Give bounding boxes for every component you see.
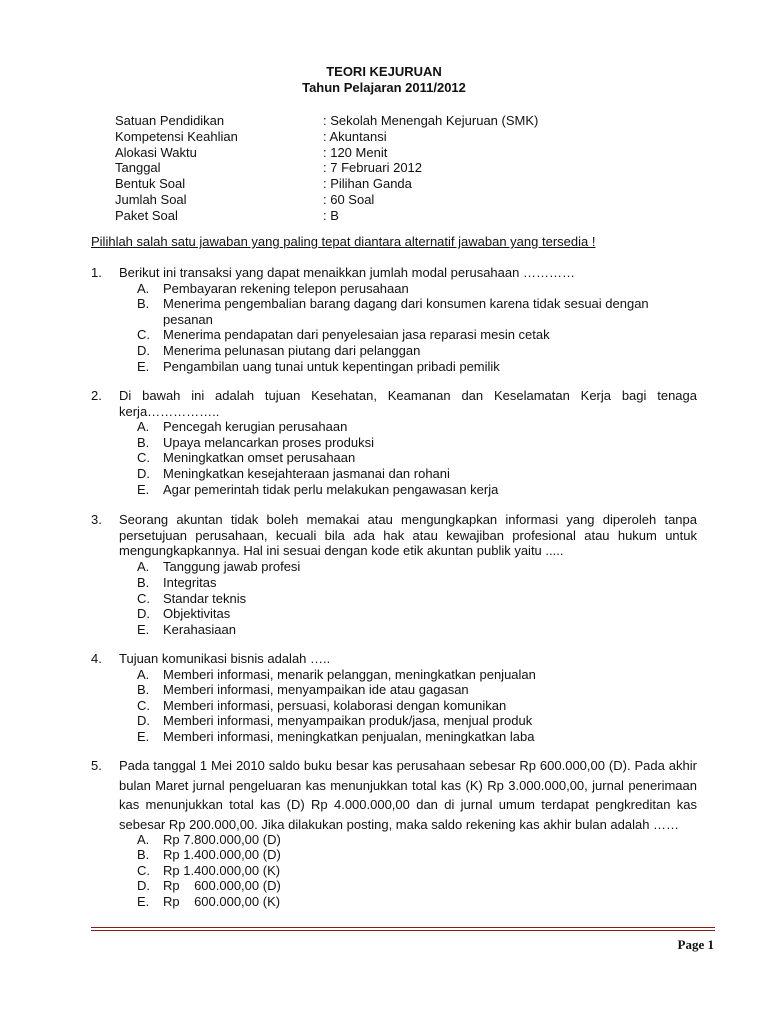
option-letter: B.	[137, 434, 150, 450]
option-letter: B.	[137, 847, 150, 863]
option-c	[137, 863, 697, 878]
question-text: Di bawah ini adalah tujuan Kesehatan, Keamanan dan Keselamatan Kerja bagi tenaga kerja……………..	[119, 388, 697, 419]
meta-label: Jumlah Soal	[115, 191, 187, 207]
question-5	[91, 756, 697, 909]
option-text: Kerahasiaan	[163, 621, 236, 637]
option-letter: D.	[137, 606, 150, 622]
meta-row-tanggal	[115, 160, 675, 176]
question-stem	[91, 388, 697, 419]
meta-row-alokasi-waktu	[115, 145, 675, 161]
page-number: Page 1	[677, 937, 714, 952]
option-text: Upaya melancarkan proses produksi	[163, 434, 374, 450]
option-text: Menerima pendapatan dari penyelesaian jasa reparasi mesin cetak	[163, 327, 550, 343]
option-e	[137, 622, 697, 638]
option-letter: C.	[137, 450, 150, 466]
meta-value: : Pilihan Ganda	[323, 176, 412, 192]
option-letter: D.	[137, 465, 150, 481]
option-letter: B.	[137, 296, 150, 312]
question-number: 1.	[91, 265, 102, 280]
option-text: Memberi informasi, persuasi, kolaborasi dengan komunikan	[163, 697, 507, 713]
question-3	[91, 512, 697, 638]
option-c	[137, 450, 697, 466]
question-text: Berikut ini transaksi yang dapat menaikkan jumlah modal perusahaan …………	[119, 265, 575, 280]
option-e	[137, 729, 697, 745]
option-text: Agar pemerintah tidak perlu melakukan pengawasan kerja	[163, 481, 499, 497]
answer-options	[137, 281, 697, 375]
option-text: Standar teknis	[163, 590, 247, 606]
option-text: Pembayaran rekening telepon perusahaan	[163, 280, 409, 296]
option-letter: D.	[137, 342, 150, 358]
option-d	[137, 466, 697, 482]
option-text: Memberi informasi, meningkatkan penjualan, meningkatkan laba	[163, 728, 535, 744]
question-stem	[91, 265, 697, 281]
option-text: Memberi informasi, menarik pelanggan, meningkatkan penjualan	[163, 666, 536, 682]
question-number: 5.	[91, 758, 102, 773]
option-letter: E.	[137, 893, 150, 909]
meta-row-kompetensi-keahlian	[115, 129, 675, 145]
option-letter: A.	[137, 559, 150, 575]
document-title: TEORI KEJURUAN	[326, 64, 442, 79]
option-a	[137, 559, 697, 575]
question-text: Tujuan komunikasi bisnis adalah …..	[119, 651, 331, 666]
option-letter: A.	[137, 280, 150, 296]
option-e	[137, 359, 697, 375]
option-text: Rp 600.000,00 (K)	[163, 893, 281, 909]
answer-options	[137, 559, 697, 638]
option-letter: E.	[137, 728, 150, 744]
option-c	[137, 327, 697, 343]
meta-label: Satuan Pendidikan	[115, 113, 225, 128]
option-b	[137, 435, 697, 451]
option-a	[137, 419, 697, 435]
meta-label: Tanggal	[115, 160, 161, 176]
option-letter: B.	[137, 682, 150, 698]
meta-label: Paket Soal	[115, 207, 178, 223]
option-letter: E.	[137, 481, 150, 497]
meta-row-paket-soal	[115, 208, 675, 224]
option-text: Menerima pelunasan piutang dari pelanggan	[163, 342, 421, 358]
meta-label: Bentuk Soal	[115, 176, 186, 192]
option-e	[137, 894, 697, 909]
meta-value: : 7 Februari 2012	[323, 160, 423, 176]
option-text: Objektivitas	[163, 606, 231, 622]
meta-label: Kompetensi Keahlian	[115, 128, 238, 144]
option-letter: A.	[137, 666, 150, 682]
option-text: Pengambilan uang tunai untuk kepentingan pribadi pemilik	[163, 358, 500, 374]
meta-row-bentuk-soal	[115, 176, 675, 192]
option-letter: C.	[137, 590, 150, 606]
question-number: 4.	[91, 651, 102, 666]
meta-row-satuan-pendidikan	[115, 113, 675, 129]
option-a	[137, 832, 697, 847]
meta-value: : 60 Soal	[323, 191, 375, 207]
option-b	[137, 296, 697, 327]
exam-info-block	[115, 113, 675, 224]
option-letter: D.	[137, 878, 150, 894]
option-text: Rp 1.400.000,00 (D)	[163, 847, 281, 863]
question-stem	[91, 756, 697, 834]
option-text: Integritas	[163, 574, 217, 590]
option-text: Memberi informasi, menyampaikan ide atau gagasan	[163, 682, 469, 698]
option-text: Memberi informasi, menyampaikan produk/jasa, menjual produk	[163, 713, 533, 729]
question-stem	[91, 651, 697, 667]
option-a	[137, 667, 697, 683]
option-text: Rp 7.800.000,00 (D)	[163, 832, 281, 847]
option-letter: C.	[137, 697, 150, 713]
answer-options	[137, 667, 697, 745]
question-number: 2.	[91, 388, 102, 403]
option-d	[137, 343, 697, 359]
option-letter: C.	[137, 862, 150, 878]
question-2	[91, 388, 697, 497]
option-letter: E.	[137, 358, 150, 374]
question-number: 3.	[91, 512, 102, 527]
question-stem	[91, 512, 697, 559]
option-text: Tanggung jawab profesi	[163, 559, 301, 575]
meta-row-jumlah-soal	[115, 192, 675, 208]
option-letter: C.	[137, 327, 150, 343]
meta-value: : Akuntansi	[323, 128, 387, 144]
meta-value: : B	[323, 207, 339, 223]
meta-value: : Sekolah Menengah Kejuruan (SMK)	[323, 113, 539, 128]
option-c	[137, 591, 697, 607]
option-letter: A.	[137, 832, 150, 847]
option-b	[137, 847, 697, 862]
option-letter: A.	[137, 419, 150, 435]
instruction-text: Pilihlah salah satu jawaban yang paling tepat diantara alternatif jawaban yang tersedia !	[91, 234, 596, 249]
option-e	[137, 482, 697, 498]
question-text: Pada tanggal 1 Mei 2010 saldo buku besar kas perusahaan sebesar Rp 600.000,00 (D). Pada akhir bulan Maret jurnal pengeluaran kas menunjukkan total kas (K) Rp 3.000.000,00, jurnal penerimaan kas menunjukkan total kas (D) Rp 4.000.000,00 dan di jurnal umum terdapat pengkreditan kas sebesar Rp 200.000,00. Jika dilakukan posting, maka saldo rekening kas akhir bulan adalah ……	[119, 758, 697, 832]
question-4	[91, 651, 697, 745]
option-text: Meningkatkan kesejahteraan jasmanai dan rohani	[163, 465, 450, 481]
option-text: Rp 600.000,00 (D)	[163, 878, 281, 894]
option-d	[137, 878, 697, 893]
option-letter: B.	[137, 574, 150, 590]
option-letter: D.	[137, 713, 150, 729]
option-text: Menerima pengembalian barang dagang dari konsumen karena tidak sesuai dengan pesanan	[163, 296, 649, 327]
option-letter: E.	[137, 621, 150, 637]
footer-rule-top	[91, 927, 715, 928]
question-1	[91, 265, 697, 374]
option-text: Meningkatkan omset perusahaan	[163, 450, 356, 466]
option-text: Pencegah kerugian perusahaan	[163, 419, 348, 435]
document-subtitle: Tahun Pelajaran 2011/2012	[302, 80, 466, 95]
option-d	[137, 606, 697, 622]
option-a	[137, 281, 697, 297]
answer-options	[137, 832, 697, 909]
question-text: Seorang akuntan tidak boleh memakai atau mengungkapkan informasi yang diperoleh tanpa persetujuan perusahaan, kecuali bila ada hak atau kewajiban profesional atau hukum untuk mengungkapkannya. Hal ini sesuai dengan kode etik akuntan publik yaitu .....	[119, 512, 697, 559]
option-b	[137, 575, 697, 591]
option-d	[137, 713, 697, 729]
meta-label: Alokasi Waktu	[115, 144, 197, 160]
option-b	[137, 682, 697, 698]
option-text: Rp 1.400.000,00 (K)	[163, 862, 281, 878]
option-c	[137, 698, 697, 714]
meta-value: : 120 Menit	[323, 144, 388, 160]
answer-options	[137, 419, 697, 497]
footer-rule-bottom	[91, 930, 715, 931]
